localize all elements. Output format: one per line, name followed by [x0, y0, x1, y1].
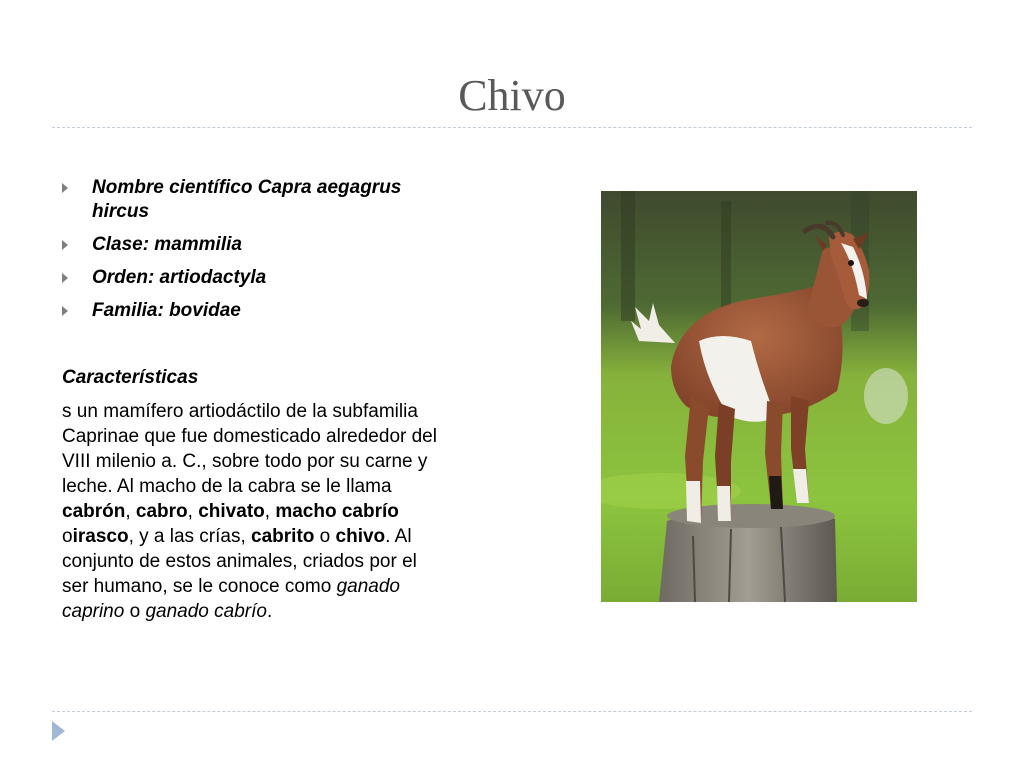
- body-paragraph: [62, 399, 447, 624]
- term: chivato: [198, 501, 265, 522]
- triangle-right-icon: [52, 721, 65, 741]
- term: cabrón: [62, 501, 126, 522]
- body-text-segment: , y a las crías,: [128, 526, 252, 547]
- separator: ,: [125, 501, 136, 522]
- list-item: [62, 299, 452, 323]
- title-divider: [52, 127, 972, 128]
- separator: o: [314, 526, 336, 547]
- list-item-label: Nombre científico Capra aegagrus hircus: [92, 177, 402, 222]
- term: irasco: [72, 526, 129, 547]
- term: chivo: [335, 526, 386, 547]
- taxonomy-list: [62, 176, 452, 332]
- list-item: [62, 266, 452, 290]
- separator: o: [124, 601, 146, 622]
- footer-divider: [52, 711, 972, 712]
- list-item-label: Orden: artiodactyla: [92, 267, 267, 288]
- list-item: [62, 176, 452, 224]
- emphasis: ganado caprino: [62, 576, 400, 622]
- list-item: [62, 233, 452, 257]
- triangle-right-icon: [62, 273, 68, 283]
- triangle-right-icon: [62, 183, 68, 193]
- triangle-right-icon: [62, 306, 68, 316]
- emphasis: ganado cabrío: [145, 601, 267, 622]
- list-item-label: Familia: bovidae: [92, 300, 241, 321]
- slide-title: Chivo: [458, 71, 566, 120]
- body-text-segment: s un mamífero artiodáctilo de la subfamilia Caprinae que fue domesticado alrededor del VIII milenio a. C., sobre todo por su carne y leche. Al macho de la cabra se le llama: [62, 401, 437, 497]
- separator: ,: [187, 501, 199, 522]
- term: cabrito: [251, 526, 315, 547]
- separator: o: [62, 526, 73, 547]
- term: cabro: [135, 501, 188, 522]
- list-item-label: Clase: mammilia: [92, 234, 242, 255]
- triangle-right-icon: [62, 240, 68, 250]
- section-heading: Características: [62, 367, 199, 388]
- body-text-segment: . Al conjunto de estos animales, criados por el ser humano, se le conoce como: [62, 526, 417, 597]
- body-text-segment: .: [266, 601, 273, 622]
- separator: ,: [264, 501, 276, 522]
- term: macho cabrío: [275, 501, 399, 522]
- goat-photo: [601, 191, 917, 602]
